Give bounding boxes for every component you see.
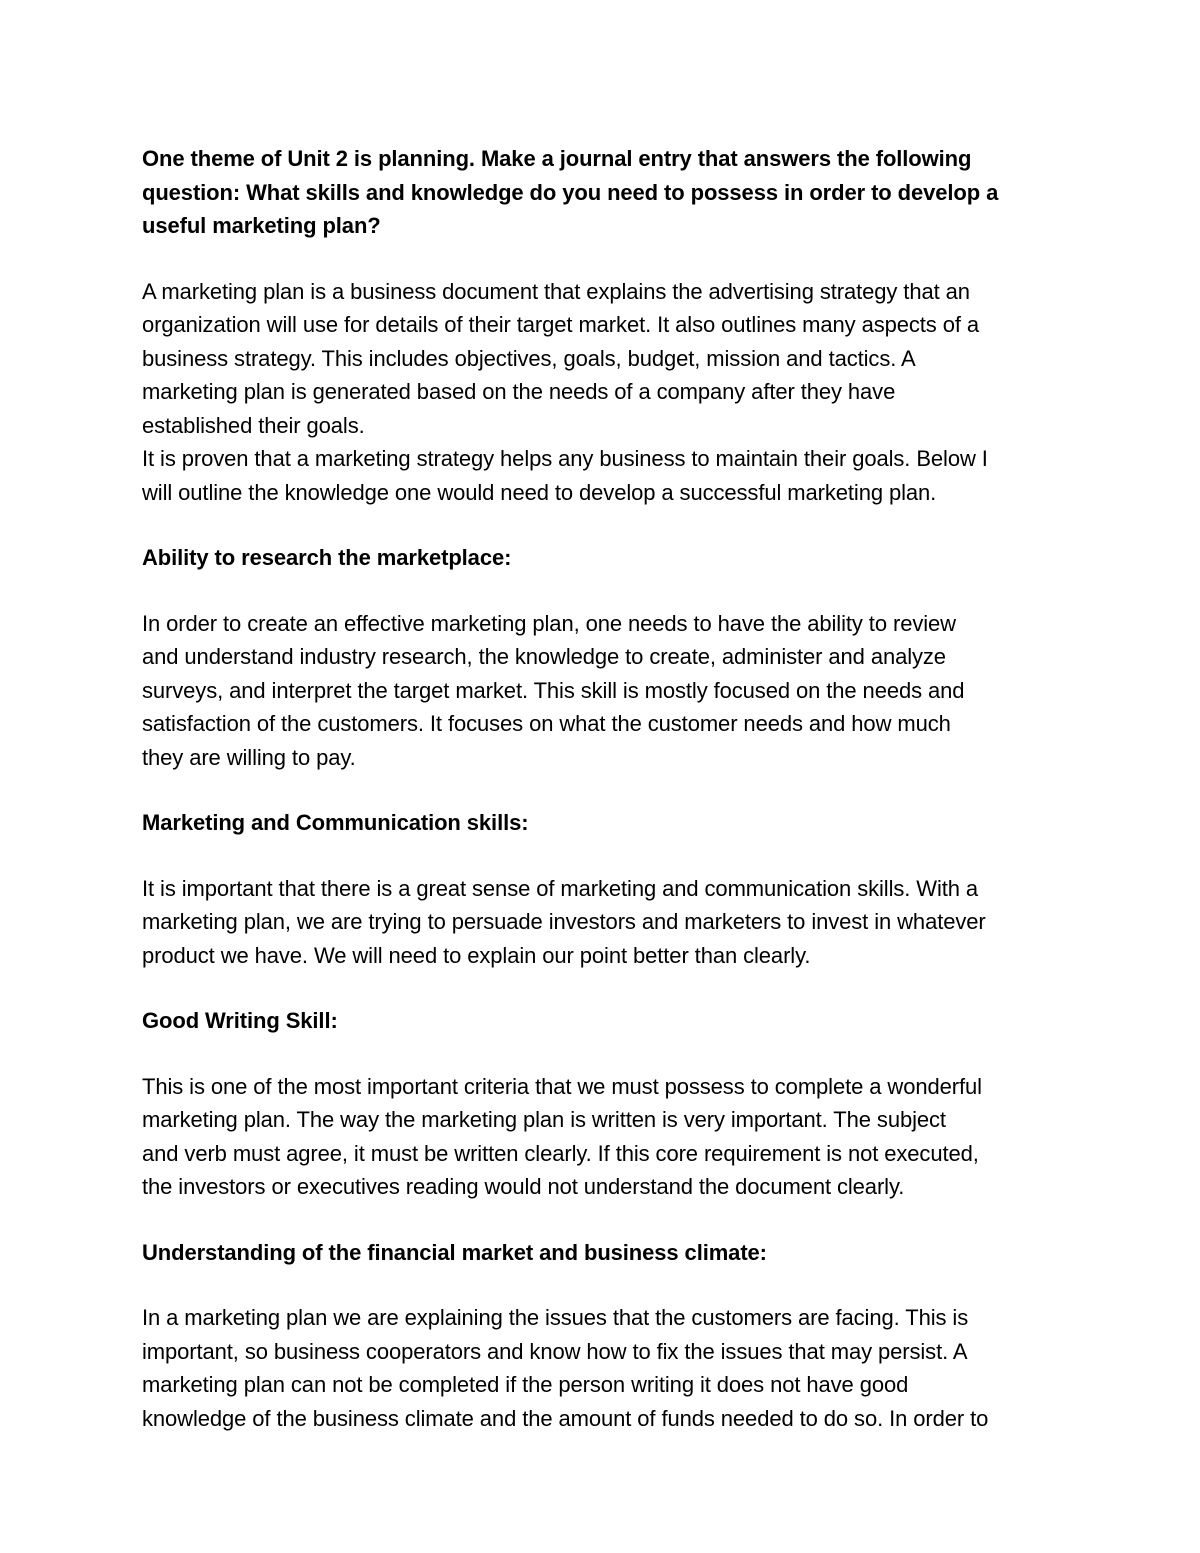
section-line: marketing plan can not be completed if the person writing it does not have good xyxy=(142,1372,909,1397)
section-line: knowledge of the business climate and the amount of funds needed to do so. In order to xyxy=(142,1405,989,1431)
section-heading: Understanding of the financial market and business climate: xyxy=(142,1239,767,1265)
section-writing xyxy=(142,1004,1072,1204)
section-line: This is one of the most important criteria that we must possess to complete a wonderful xyxy=(142,1073,982,1099)
section-heading: Marketing and Communication skills: xyxy=(142,810,529,835)
paragraph-gap xyxy=(142,774,1072,806)
paragraph-gap xyxy=(142,509,1072,541)
intro-line: will outline the knowledge one would need to develop a successful marketing plan. xyxy=(142,479,937,505)
section-line: satisfaction of the customers. It focuses on what the customer needs and how much xyxy=(142,711,951,736)
paragraph-gap xyxy=(142,972,1072,1004)
intro-line: organization will use for details of their target market. It also outlines many aspects of a xyxy=(142,312,979,337)
intro-line: marketing plan is generated based on the needs of a company after they have xyxy=(142,379,896,404)
paragraph-gap xyxy=(142,1269,1072,1301)
section-line: It is important that there is a great sense of marketing and communication skills. With a xyxy=(142,875,979,901)
section-line: marketing plan, we are trying to persuade investors and marketers to invest in whatever xyxy=(142,909,986,934)
intro-paragraph xyxy=(142,275,1072,510)
document-body xyxy=(142,142,1072,1435)
section-financial xyxy=(142,1236,1072,1436)
section-line: important, so business cooperators and know how to fix the issues that may persist. A xyxy=(142,1338,968,1364)
intro-line: business strategy. This includes objectives, goals, budget, mission and tactics. A xyxy=(142,345,916,371)
paragraph-gap xyxy=(142,1204,1072,1236)
intro-line: A marketing plan is a business document that explains the advertising strategy that an xyxy=(142,278,970,304)
section-line: marketing plan. The way the marketing plan is written is very important. The subject xyxy=(142,1107,946,1132)
section-heading: Ability to research the marketplace: xyxy=(142,545,512,570)
prompt-line: One theme of Unit 2 is planning. Make a journal entry that answers the following xyxy=(142,146,972,171)
intro-line: It is proven that a marketing strategy helps any business to maintain their goals. Below I xyxy=(142,446,988,471)
section-line: product we have. We will need to explain our point better than clearly. xyxy=(142,942,811,968)
section-communication xyxy=(142,806,1072,972)
section-line: and understand industry research, the knowledge to create, administer and analyze xyxy=(142,644,946,669)
journal-prompt xyxy=(142,142,1072,243)
section-line: In order to create an effective marketing plan, one needs to have the ability to review xyxy=(142,610,956,636)
section-line: and verb must agree, it must be written clearly. If this core requirement is not executed, xyxy=(142,1140,979,1166)
paragraph-gap xyxy=(142,1038,1072,1070)
prompt-line: useful marketing plan? xyxy=(142,213,381,238)
section-line: they are willing to pay. xyxy=(142,744,356,770)
section-heading: Good Writing Skill: xyxy=(142,1008,338,1033)
intro-line: established their goals. xyxy=(142,412,365,438)
section-line: In a marketing plan we are explaining the issues that the customers are facing. This is xyxy=(142,1305,969,1330)
prompt-line: question: What skills and knowledge do you need to possess in order to develop a xyxy=(142,179,999,205)
section-research xyxy=(142,541,1072,774)
paragraph-gap xyxy=(142,575,1072,607)
section-line: the investors or executives reading would not understand the document clearly. xyxy=(142,1174,905,1199)
section-line: surveys, and interpret the target market. This skill is mostly focused on the needs and xyxy=(142,677,965,703)
paragraph-gap xyxy=(142,243,1072,275)
paragraph-gap xyxy=(142,840,1072,872)
